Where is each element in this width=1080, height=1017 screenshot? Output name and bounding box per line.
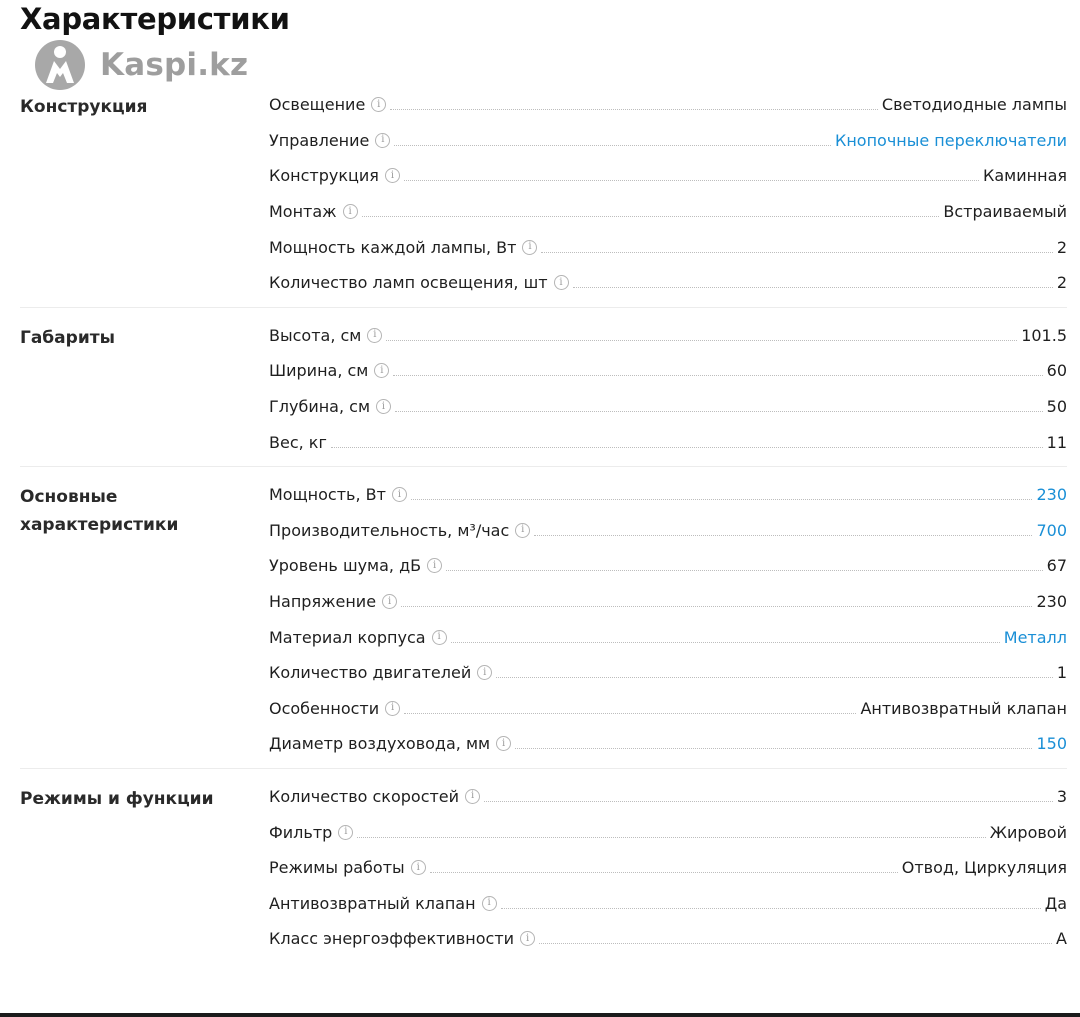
dotted-leader <box>404 180 979 181</box>
dotted-leader <box>362 216 940 217</box>
spec-value: 230 <box>1036 592 1067 612</box>
info-icon[interactable]: i <box>515 523 530 538</box>
spec-value: Отвод, Циркуляция <box>901 858 1067 878</box>
info-icon[interactable]: i <box>392 487 407 502</box>
dotted-leader <box>484 801 1053 802</box>
dotted-leader <box>541 252 1052 253</box>
dotted-leader <box>501 908 1041 909</box>
dotted-leader <box>357 837 985 838</box>
watermark-text: Kaspi.kz <box>100 47 249 83</box>
dotted-leader <box>411 499 1033 500</box>
dotted-leader <box>534 535 1032 536</box>
spec-section <box>20 768 1067 963</box>
spec-row <box>269 619 1067 655</box>
spec-row <box>269 513 1067 549</box>
section-title: Режимы и функции <box>20 788 214 809</box>
spec-value: Светодиодные лампы <box>881 95 1067 115</box>
bottom-divider <box>0 1013 1080 1017</box>
spec-row <box>269 158 1067 194</box>
spec-row <box>269 194 1067 230</box>
spec-value-link[interactable]: Металл <box>1003 627 1067 647</box>
dotted-leader <box>451 642 1000 643</box>
spec-row <box>269 318 1067 354</box>
dotted-leader <box>401 606 1032 607</box>
spec-value: Антивозвратный клапан <box>860 698 1067 718</box>
info-icon[interactable]: i <box>371 97 386 112</box>
spec-label: Вес, кг <box>269 432 327 452</box>
spec-label: Глубина, см <box>269 397 371 417</box>
spec-label: Класс энергоэффективности <box>269 929 515 949</box>
spec-row <box>269 726 1067 762</box>
spec-value: 101.5 <box>1021 325 1067 345</box>
spec-value: 2 <box>1056 273 1067 293</box>
info-icon[interactable]: i <box>376 399 391 414</box>
spec-row <box>269 353 1067 389</box>
info-icon[interactable]: i <box>482 896 497 911</box>
spec-value: Встраиваемый <box>943 202 1067 222</box>
spec-row <box>269 885 1067 921</box>
dotted-leader <box>331 447 1043 448</box>
spec-value: A <box>1056 929 1067 949</box>
info-icon[interactable]: i <box>338 825 353 840</box>
spec-row <box>269 123 1067 159</box>
spec-row <box>269 477 1067 513</box>
dotted-leader <box>496 677 1053 678</box>
spec-row <box>269 424 1067 460</box>
dotted-leader <box>573 287 1053 288</box>
info-icon[interactable]: i <box>427 558 442 573</box>
dotted-leader <box>390 109 878 110</box>
dotted-leader <box>539 943 1052 944</box>
spec-section <box>20 466 1067 768</box>
spec-label: Режимы работы <box>269 858 405 878</box>
section-title: Основные характеристики <box>20 486 179 535</box>
spec-label: Монтаж <box>269 202 337 222</box>
info-icon[interactable]: i <box>522 240 537 255</box>
info-icon[interactable]: i <box>385 168 400 183</box>
spec-label: Фильтр <box>269 822 333 842</box>
spec-value: 11 <box>1046 432 1067 452</box>
kaspi-logo-icon <box>34 39 86 91</box>
section-title: Конструкция <box>20 97 148 117</box>
spec-rows <box>269 318 1067 460</box>
spec-value: 2 <box>1056 237 1067 257</box>
info-icon[interactable]: i <box>520 931 535 946</box>
info-icon[interactable]: i <box>385 701 400 716</box>
spec-row <box>269 229 1067 265</box>
spec-label: Мощность каждой лампы, Вт <box>269 237 517 257</box>
spec-section <box>20 87 1067 307</box>
spec-row <box>269 389 1067 425</box>
dotted-leader <box>394 145 831 146</box>
spec-value: 3 <box>1056 786 1067 806</box>
spec-rows <box>269 87 1067 301</box>
section-title: Габариты <box>20 327 115 348</box>
spec-row <box>269 265 1067 301</box>
spec-label: Диаметр воздуховода, мм <box>269 734 491 754</box>
watermark <box>34 38 248 92</box>
spec-value: Жировой <box>989 822 1067 842</box>
spec-rows <box>269 779 1067 957</box>
dotted-leader <box>515 748 1032 749</box>
spec-row <box>269 691 1067 727</box>
info-icon[interactable]: i <box>477 665 492 680</box>
spec-row <box>269 87 1067 123</box>
spec-label: Ширина, см <box>269 361 369 381</box>
info-icon[interactable]: i <box>374 363 389 378</box>
spec-label: Конструкция <box>269 166 379 186</box>
spec-value-link[interactable]: 230 <box>1036 485 1067 505</box>
spec-value: 50 <box>1046 397 1067 417</box>
spec-value: 67 <box>1046 556 1067 576</box>
spec-label: Мощность, Вт <box>269 485 386 505</box>
spec-label: Напряжение <box>269 592 377 612</box>
dotted-leader <box>446 570 1043 571</box>
spec-row <box>269 921 1067 957</box>
spec-value: 1 <box>1056 663 1067 683</box>
characteristics-table <box>0 87 1080 963</box>
page-title: Характеристики <box>20 2 290 36</box>
dotted-leader <box>404 713 856 714</box>
spec-row <box>269 655 1067 691</box>
spec-label: Управление <box>269 130 370 150</box>
spec-label: Антивозвратный клапан <box>269 893 476 913</box>
spec-row <box>269 779 1067 815</box>
info-icon[interactable]: i <box>465 789 480 804</box>
info-icon[interactable]: i <box>367 328 382 343</box>
dotted-leader <box>386 340 1017 341</box>
spec-row <box>269 548 1067 584</box>
spec-label: Особенности <box>269 698 380 718</box>
dotted-leader <box>393 375 1042 376</box>
spec-label: Освещение <box>269 95 366 115</box>
spec-row <box>269 814 1067 850</box>
spec-label: Высота, см <box>269 325 362 345</box>
spec-section <box>20 307 1067 466</box>
info-icon[interactable]: i <box>432 630 447 645</box>
info-icon[interactable]: i <box>411 860 426 875</box>
spec-value-link[interactable]: 700 <box>1036 520 1067 540</box>
spec-row <box>269 584 1067 620</box>
spec-rows <box>269 477 1067 762</box>
spec-value: Да <box>1044 893 1067 913</box>
info-icon[interactable]: i <box>554 275 569 290</box>
dotted-leader <box>430 872 898 873</box>
info-icon[interactable]: i <box>343 204 358 219</box>
info-icon[interactable]: i <box>382 594 397 609</box>
spec-row <box>269 850 1067 886</box>
dotted-leader <box>395 411 1043 412</box>
spec-label: Производительность, м³/час <box>269 520 510 540</box>
spec-label: Количество ламп освещения, шт <box>269 273 548 293</box>
spec-label: Количество двигателей <box>269 663 472 683</box>
spec-label: Количество скоростей <box>269 786 460 806</box>
spec-label: Материал корпуса <box>269 627 426 647</box>
spec-label: Уровень шума, дБ <box>269 556 422 576</box>
spec-value-link[interactable]: 150 <box>1036 734 1067 754</box>
spec-value-link[interactable]: Кнопочные переключатели <box>834 130 1067 150</box>
info-icon[interactable]: i <box>496 736 511 751</box>
info-icon[interactable]: i <box>375 133 390 148</box>
spec-value: Каминная <box>983 166 1067 186</box>
spec-value: 60 <box>1046 361 1067 381</box>
